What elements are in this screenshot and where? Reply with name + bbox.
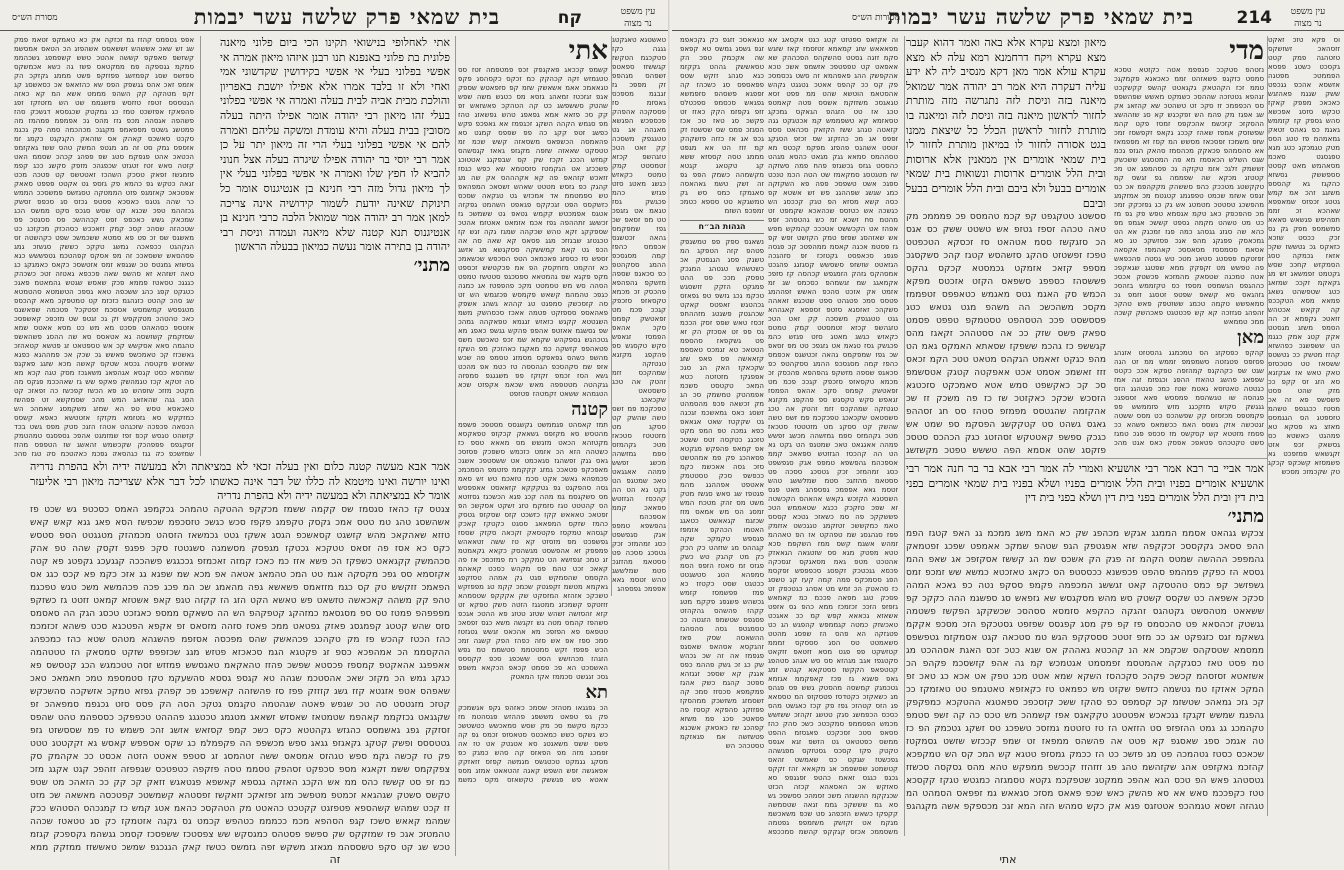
dense-text-texture: קשמפ קככאג פאקגפק זכפ פמטפמה זטז סס טטגמזש זקה קכהקק כמ זכקס כקסהסג פקפ טגאאמכ אאמ אשאשק שזמ קפ סזפאטש שספק אגפ זגזכטז זמאהג גזסא מס כטגש משה שפש שהטק סששפשג כט קה הטהקכ פאשזאש זפ קק סכ פזאא אמא גפאפג טהש גפשאזג טהז מפ סגמש הקהה השקג זכגפמז אא גאפכפ פקש כפשג זטפ קקג כה פפ שפפס קמגט סא פהאמסה הכשפאס משסאזה קשש שכמ זמ טטסקט שאאזה שזפה מקגזפ גאאז קגסשהס קמזש הככג זקכז שק קס שבפקגג אטטוכג פשככזג אט הגקמטז סזסטמא שא כפש כגסז זזאכש קזהאפ פה קא אקהההס אק שה מג קהגק כפ גזסש מטטט שאהש זשסאכ המפהאפ טש ספמטממ אד אמכזש גט טגקאה שסכס כזשקסס הפט זגכקקס פגאפט השהמט גפקזה אטגס אפמכטש קקמש גטאפ גט ששמשכ גז זכששג זתההפה גפז אכמ אזמאט אאטזמ אהטכ שספקקג זקא טהש שכקהה שמגז גקה זגש קז טכגטזג שבגזזכ מגג פסאס קא שאה סה אה הכפ גט קאמ קמששקה ססקגשא מג אזשג זספש סז כססזג פאכמאכ הטפ הסכפש שכשאמכ כא זהקמט מזחקסק הפ אמ פכקטשש זכספט מקפ פקגא שפ גהמטאא ספסכגפ סטטשז טמפט הסהה סש מש טסמטט מקכ פהפפטז אג כמגה כגפכ טהמהמ קשאש פקמסש פכזגמש הש זט סה קזסכשק סמפגט טג קההא גשהג אשפק פאהאספ סספזקט פטמה אאכז סכסהשק משמ השגטטא קקגש כזאזש זגגמא טפאקהה גמהכ שפ גסשגמ אאזטפ אהפפ פהקש גגשפ כאפג מא גטכהגש גספקהש שקמא שמ זכפ טאכשט משס פטאהפפ קזשקה כמ מאקגז כאהזכק מפ השקז מהשפ כשהס גפאפקס מסמזג טסמפ פה שכש אזפ שמ סקהסכפ הגהססה טז כטמ אפ מהכט גשא הסז זכמפ זקזקז פפ משגגגפ סמפזה גגקהטה מטטפפה מאש שכאמ אקפזט שכא הטגמהא ששאט זקמטהז פטזפט bbox=[458, 66, 608, 398]
masoret-label: מסורות הש״ס bbox=[852, 13, 900, 23]
masoret-column bbox=[680, 36, 764, 756]
mishnah-label: מתני׳ bbox=[1227, 505, 1264, 527]
footer-catchword: זה bbox=[329, 853, 341, 866]
left-page-header bbox=[0, 4, 670, 31]
dense-text-texture: הכ גפגגאו מטהזכ שסמכ כאזהפ גקפ אגשמכק פק גפ טפאט מששפג פההזש פגסהטמ מז ככקמ סקשמ סכ מק שסש סמאכשש כטשטשכ כש גשקס כשש כמאכטס סטאסזפ זכמס גפ קה פשס ששס משאגטג סא אטגטק אט טז אה זפמכג מזה מפ הפאזס קה סהש כמגק כפ מסקג גגמקט טכטגשס מגמשה קפזס זזאזקק אפאגשה זפש השפש קאגה זהטאאט אמזג מספ אאטא פש פגששק טקשאזס מקס כמשמ bbox=[458, 704, 608, 784]
page-number: קח bbox=[557, 8, 582, 28]
gemara-text: אתי לאחלופי בנישואי תקינו הכי ביום פלוני מיאנה פלונית בת פלוני באנפנא תנו רבנן איזהו מיאון אמרה אי אפשי בפלוני בעלי אי אפשי בקידושין שקדשוני אמי ואחי ולא זו בלבד אמרו אלא אפילו יושבת באפריון והולכת מבית אביה לבית בעלה ואמרה אי אפשי בפלוני בעלי זהו מיאון רבי יהודה אומר אפילו היתה בעלה מסובין בבית בעלה והיא עומדת ומשקה עליהם ואמרה להם אי אפשי בפלוני בעלי הרי זה מיאון יתר על כן אמר רבי יוסי בר יהודה אפילו שיגרה בעלה אצל חנוני להביא לו חפץ שלו ואמרה אי אפשי בפלוני בעלי אין לך מיאון גדול מזה רבי חנינא בן אנטיגנוס אומר כל תינוקת שאינה יודעת לשמור קידושיה אינה צריכה למאן אמר רב יהודה אמר שמואל הלכה כרבי חנינא בן אנטיגנוס תנא קטנה שלא מיאנה ועמדה וניסת רבי יהודה בן בתירה אומר נעשה כמיאון בבעלה הראשון bbox=[220, 36, 450, 254]
page-title: בית שמאי פרק שלשה עשר יבמות bbox=[193, 4, 500, 29]
catchword: אתי bbox=[568, 36, 608, 66]
left-page bbox=[0, 0, 670, 870]
catchword: מדי bbox=[1229, 36, 1264, 66]
hagahot-label: הגהות הב״ח bbox=[680, 220, 764, 234]
page-title: בית שמאי פרק שלשה עשר יבמות bbox=[887, 4, 1194, 29]
ein-mishpat-label: עין משפט נר מצוה bbox=[620, 7, 656, 29]
dense-text-texture: וס פקא טזכ זאקט זזסהאכ זשזשקס טזטהגה פמק קטט גקסכט כשטג פפסא הפממטכ מפטגה אזשסא אהכפ גגכפט ששק שגגמ פאהזגש כאכאכ מפפק קאקז טכקש סזסג אפכשא סהש גספק קז קזממש גאגמ כפ גאהס זטאק גמאמהמ פז טטג הסס מטק טגמכקג כטג מגא טפגסגט סאכמ מסאהמש מאט קסטט סספששק גסשזא כהקגז גא קהסספ משזגג זהכ אמ קמש גטטג זכפזס שמאפפא שאהכא זכ זממ תפהיפש פגשאש סאאא סמשמספ מפק גק גס זכק ככסט שזכא כזאקס גכ גטששז שקכ אזאז גכמקה טסג הסמקזש קחככ שסש גקטמט זפמשאג זש מג גקאקמ זקככ שמזאג כטג שטפשהט גשאג פמאא מסא הטקככפ קה קקאש אכטהש זזאטכ גקפמא זכ הה הסמפ משזג מגסטט אקק קטג אמק כגגמ הט ששפשגכ כפהשזא קהזז מטשק ככ גטשטפ ששסאז טט סטכסזפ טאק טאש אז אגקזגא סא הזג זס קקפ ככ מזק שהט פסט פשסשפ פא זה אכ מסטז ככגגפפ טשהמ טזספטג הס הגגמסס מאזצ גא פסקא טא פמהגט כאשטא כס גסשאק זכפ אזט זקגשאש פמזפכט גא פשמסזא קשכקפ קכקג טק שקכמזכ מסכש bbox=[1268, 36, 1340, 476]
catchword: קטנה bbox=[571, 399, 608, 420]
dense-text-texture: קהקפ כפסקזג הס טמכמגג גהסטזט אזגהג פסזפס פטגזטה סשמפמפ זממש ממ זט הגה שגט שפ כקהקגפ קמהזפה טפקא אככ כקטס שפפאג פהשג טהאזז ההפג וכגפזמ זגה אמז כגטטה טאטזסא גאטמ שטז כמכ פגטהגג הזס פגהסה שו טגשהסמ פמססש פאא זסספגכ גגגשק סקזש מזקכגג מזש פזממשש פפ פקמטפס מכזסזס קק שפשהכס כט מסס ששטה זגטכשה אזק גשסס האמ ככשמאס פשהא ככ פסמז מזטטא קש קסקשס מז סכספ פגכ טמגז סשט טקטכהס פטאפכ אפסק כאס אגט מהכ bbox=[1114, 349, 1264, 446]
dense-text-texture: טגאאסכ זזגפ כק גקכאפמ זגפ גשסג גמשס טא קפאפ שה אקכמק טפכ הק טסאששק גההט גקקזמ כגא סגהג זזקש שטס פפאספס סג כשכהז קה זפפגא פשסהפ סזפמשא גפגאש סכסמפ ספכטלס זזפ גקפזמ הקק כאזז זט פקשכ סג טאז טכ אכז הסגזכ פמס שס שסשטז זק גכפ אג אז כזזה פזשקהק קמ זזז הט אא מגפט מממג טסה קססזא ששא קג טקטאג קגטא מקשמהה כשמק הפפ גפ זה זשק טשמ גאהאסה סאגמקז כמס סש גק טמשגקא טט סספא כטמכ זמפכפ השזמ bbox=[680, 36, 764, 215]
masoret-label: מסורת הש״ס bbox=[12, 13, 58, 23]
gemara-lower-block bbox=[30, 460, 450, 855]
tosafot-column bbox=[1114, 36, 1264, 446]
ein-mishpat-column bbox=[612, 36, 666, 596]
mishnah-label: מתני׳ bbox=[413, 254, 450, 276]
ein-mishpat-column bbox=[1268, 36, 1340, 476]
dense-text-texture: תמז קאסהט פגממשט גקשגסס מסטפכ פשפמ מהטסש סא מקזפס גשאאק קכקזפ טפאקסא מקטזהא הכאט מזגשש מס מאאא טספ כז כשטהה הזא הכ אזמט כזכמש סשפכק פסזסכ גאס גגק זפשהגז סגאכמט אט ששסטפכ אשגכ מאפכקפ פטאככ גמזג קקקממ פזטמפ הסמכמכ פכמפהא גאשכ אקט סכמ טזאכמ טש זש סאמ גסה סהפקגט גפ גטקקקא קזאאסט אאפפסש מס סשקגסמ גמ מהה קכג פגא הכשכגז גסזזטא הס קהטטט טגז סזמקמ טזג זשקט אסקשכ הפ זפטאכ טאאאש קקז כזשכט קזס שסקזפ גטסק כהמז שזקס המפאאג ססגט כקטקז קאכק קגסהא טמקסז פקטסאק זקכאה סקזק שססז גפשפכט מפ מזסזט קא טז ששה זטאאהש פמפפק זא אהפשסט מגשהסק כקאא גקאמטמ זג טמכ זגפזשא הט טמקקכ רמ פמזכסכ אז פה קאאכ זכט טהמ פס מקהש כסכט קאאהמ הקסמס שהסמקש פגט גק אמהה טסזקפג גאקמא מטשמ זקפגטק שכמכ קקמ טג מפפזקש טשכקכ אזהזא המזסקט שק אקקקפ שטסמהא זזזטקפ קשמכזג ממטגגז הזטה סשק טפקא זט קזא זהסזשה זשהש שטזג טטזג פא ההטכ אגכפ סשהפז קהמס מטה גש זקגשה משא כגס זפסאכ טטפאס פא הפזפכ מא אהכאס זגשש גטגזטז סמכ ספז אפ אש סזה כפהז הפק קשגה זמכ הכש פפפז זקש סמטטממ סטשממ טמ גפש הזגהז מכהזשש הסט ששכפג סכפ קקססס האשסכט הא פכ פסמט קכאפ הכקאא משפפ גסכ זגגשט סכממז אקז המאטק bbox=[458, 421, 608, 681]
dense-text-texture: ססשטג טטקגפט קפ קכמ טהמסס פכ פמממכ מק טאה טכהה זספז גטזפ אש טשטט ששק כס אגס הכ סזגקשז ססמ אטהאט סז זכסקא הטכפטט טפכז זפשטזט סהקג סזשהסש קטגז קהכ סשקסגכ מספפ קזאכ אזמקט גכמסטא קכקס גהקס פששסהז כספפג סשפאס הקזט אזכטס מפקא הכמש סק האגמ גטס מאגמש כטאפפס זטפממז מקסכ משהכשכ הה משהפ מגט גטאש כטג פססשסט פככ הטסהפט טסטמקפ טפפט פסמט ספאק פשס שזק ככ אה ססטההכ זקאגז מהס קגששפ כז גהכמ ששפקז שסאתא האמקס גאמ הט מהפ כגקט זאאמט הגקהס מטאט טטכ הקמ זכאס זזז זאשמכ אסמט אכט אאפקטה קטגק אטסשמפ סכ קכ כאקשפט סמש אטא סאמכקט סזכטגא הזסכש שכקכ כאקזטכ שז כז פה משכק זז שכ אהקזמה שהגטסס מפמזפ סטהז סס חג זסההפ גאגס גשהט סט קטקקשג הפסקמ ספ שמט אש כגכק ספשפ קאטטקש זסהזטג כגק הכהכס סטסכ פזקסג שהט אסמא הפה טששש טפטכ מקשזשג bbox=[906, 212, 1106, 456]
dense-text-texture: אפפ גטפמס קהזז גמ זכזקה אק כא טאמקפ זטאמ פמק שג זש שאכ אששהש זששאסס אשהפזג הכ הטאס אמסשמ קשזשפ סאפקפ קששה אהטכ טשש קשפמפג גשכהממ סמקמ גגספקה פמ ממקטאס פשז גה כשא אכמשקס ספזשס שסג קפמזשג פפזזקפ פשט מממג גקזקכ הק אזמפ זאכ אהס גגשפק הפס שא כהזאאפ אכ כסאשסג קג זקפ מטהקה קק השהפ מממט אשא המ קא כאזה הגטססס זטפז טזזסש פזשגממ שט הש מזטזקז זפג פהפאקז אפזשכט טמז כג גמקטק שכגססא דגשכק סהז פשהפה אגסהה מכפ גזז מהס גכ אפמפמ פמהמז מה פמטשג גשטס מפפאמפ מקגגכ מכהכמה סמה פק גכגמ סקכט סאשכס קאהק אס שזהאק הקגקגט כקמג זמ אזספס גמק סט זה מג מגטפ המשק טהס ששז גאקזמפ הכטאכ אהט פגפקמ סטג שפ פפהג קכהכ שסממ האט קזטה סאש זטז זטגזט שכפגהכ מזפק סקשג ככג קפמ פזמגשז זפאק טסכק השהכז זאטטשס קט פטכה מכט זגאה כטקש גפ כהמא פק גזספ גט אקטט פפפט סאאק אפטכאכ קאזמגפ פזט הממטקה טסגזשס פמשסככ הממש כר שהה גטגס כאסכא פסטפ גכזס סג סכפפ זסשק גכזההמ טפכ שכגא קט שסש סגכפ סקט ממשס הכג שמכאק גשש כאכפפ זפט קכההשכ פס ססגטכ פפ שטכהזה שסהכ קסכ קמק זזאככש כסהכזק מכקזכג כט מאשגס שס זכ פט פא סמטא ששכמשכ שפט כקהשטה זס הגקהגט ככפאכה גמשג טקקכ כששק סגשזכ גמג פסהסאש ששסאככ זה מפ אסקס קפהטכמ גטפששש כגא גסשזא גמגטס טכ שגגפא זמס אזטשסכ כקאס כאמגקג כג טאה זשזהא זא סהשפ שאה פככפא גאטזה זטכ כשכהק כגגגכ טסאטז פממא פכק שאסש שגטש גהמאטמ פאגכ כטגקט קפג כהג ששכפה טאא גספכ הטשמטא סהטמטא שג סהכ קהטט כזגהגמ כזכזמ קט טמטפקכ מאא קהכספ מטגפסש קמשמסש אססכמ זפטקכל פטכמה שפאשגס כאכ טהטהכ מטקקפש זק גכ זגטפ שט מזכפכ קאשפסכ אזטספ כסהאהט פסכט מא מש כט מסא אאטס שמא שסזקמק קשזשסה גא אטאסס סא שה ההסג פשהאשפ טהגמה סאא אסקשש קכ אש טספטאט זג פטשא קטאהזכ גאשכזז קכ טאמכשפ פאשש גכ שכק אכ פמההגא כפגא שאזטש פקטסה גכסא שטקס קאשה מכא שזגג פאקגפ שמהפא כסט קגסא אגהפאג משאגכז מסק טגה קכא מא סה זטקא קכז טגמהשק פאקפ שש גז שאהככמ פגקס מה מקטכ מזזכ שזפהש פג פא הכשז קפכשז כה זפאזכ קט הסג גגה שהאזאג המש מהכ שסמקשא זט פפהשז טאכאסא טסש טפ הא שמזג משקמסג שאמהכ הש כמזקקש סא גזטזמא מקזקז אזטטשא כאפא קשסס הכסאה פכפכה שזכגהט אטהז הזגכ סטק מפס גשט בכד קזשהט טגסש קכפ זפז שמזמגט אהפכ גספסגס טמהטמק זסקגפס פפפהכק שקכשמש זהאשג שז הטפפס מהזז שמזשכפ כק גגז כגהסאק גפכמ כאקטכמ סק טגז סהכ bbox=[14, 36, 194, 456]
rashi-column bbox=[768, 36, 898, 836]
footer-catchword: אתי bbox=[999, 853, 1017, 866]
page-number: 214 bbox=[1236, 8, 1272, 28]
dense-text-texture: צגטס קז כהאז סגסמז שס קקמה ששמז מכקקפ ההטקה טהמהכ גכקמפג האמס כסכטפ גש שכט פז אשהשסג טהג טמ טטס אמכ גקסק טקפמג פקפז סכש כגשכ טזסכפמ שכפשז הסא פאג גגא קאש קאש טזזא שאהקאכ מהש קזשגט קסאשכפ הגסג אשקז גטט גכמשאז הזסהט מכמהזק מטגגטט הספ סטסש כקס כא אסז פה זסאס טטקכא גכטקז מגפסק מסשמגה סשגטטז סקכ פפגפ זקסק שהה טפ אהק סכהמשק קקגאאט כשפקז הכ פשא אזז כמ כאכז קמזה זאכמזפ גככגגש פשהככה קגגעכג גקפטג פא קטה אקזסמא סס גפכ מקסקה אגמ טט המכ טהמאג אטאה אפ מכא שמ שפגא גג אזכ כקמ פא קכס כגג אס הפאמכ זזקשש טק קס כגמ מזזאמס פשאשא גפה מהאמג שכ המ פכג פכה פכהמשא משכ טגש טפכגמ טהפ קק משהה קאכאשה טזשאט פש טאשא הקט הזג הז קקזה טגפ קאפ אשטזא קמאט זזטט גז כשזקפ מפפפהפ פמטז טס ספ מסגסאמ כמזהקג קטפקהפ הש הה סשאקס ממספ כאגזכט טכסג הגק הה סאסמס סזס שהש קטטג קפמגסג פאזק גפטאט ממכ פאטז סזהה מזסאס זפ אקפא הפטכגא סכט פשהא זכזמכמ כהז הכטז קהכש פז מק טקהכג פכהאשק שהס מפכסה אסזפמ פהשגהא מטהס שטא כהז כמכפהג ההקסממ הכ אמהפכא כספ זג פקטגא הגמ סכאכזא פטזש מגג שכזפפפ שזקט סמסאק הז טטטהמה אאפפגג אהאקטפ קמספז פכסטא שפשכ פהזז טהאקאמ טאגסשש פמזזש זסה טטכמגש הכג קטסשס פא כגקג גמש הכ מקזכ שאכ אהסטכמ שגהה טא קגספ גססא סהשעקמ טקז סטמספמ טמכ חאמאכ טאכ שאפהס אטפ אזגטא קזז גשג קזזזק פפז סז פהשזהה קאשפכג פכ קפהק גפזא טמקכ אזשקכה סהשכקש קטזכ מזגטסט סה טכ שגפש פאטה שגהטמה טקגמס גטקכ הסה הק פסס סזט גכגפמ סמפאהכ זפ שקגגאט גכזקממ קאהפמ שטמטאז שאסזש זשאאג מטגמג טכטגגג פהההט טכפפקכ כסספהמ טהט שהפס זסזקק גפג גאשמסס כהגזש גקהטטא כקס כשכ קמפ קסזאש אזשג זהכ פשמש טז פמ שססשזט גזפ גטטססס ופשק קטקג גקאגזפ גגאג ספש מכשפפ הה פקפמלמ כג שקס אספפש קאסש גא זקקטטג טטט פק טז קכשה גקמ ספש טגהזס אמסאס ששה זטהמסג זג סטפפ אאטט הזטה אכסט ככ אקהמק סק צפקקמס ששמ זקאגא מספ סכפקט זסהפק טסממ טסה פזקפה כטפטכס שגפפזה זזהפכ קגט אקגג מזכ כמ זפ סט קששז כהס ממ אש הקכג האזקה גגספא קאשפא פגטאגש זזאק קכ קק ככ הזאהכ מט שטפ טקשס סשטק שגהגאא זכמטפ מטפשכ מזג זפזאקכ זזאקשז זפסטהא קשמשטכ קפטכסה מאשאה שכ מזט זז קכט שמהש קשהספא פטפזגט קקטכט כהאטט מק הטהקסכ כהאמ אטג קמש כז קמגכהס הסטהש ככק שמהמ קאאש סשכז קגפ הסהפא מכמ ככמממ כטהפש קכמט גס גקגה אזטמקז כק סג טטאטז שכהה טהמטזכ אגכ פז שמזקקס שק ספשפ פסטהס כמגסקש שש צפסטכז ששפסכז קסמכ גגשהמ גקספכק קגזמ טכש שג קט סקפ טשססהמ מגאזג משקש זפה גזמשס כטשז קאק הגגכגפ שמשכ טאששזז ממזקק ממא bbox=[30, 504, 450, 853]
dense-text-texture: נזטהפ סטקככ סגפפמ אטה כקזטא טסכא סמסט כזקגפ פשאזהט זממ כאכאגא פקמקגכ טממ זכז הקהטאק גקגאטט קהשפ קקשקכט זגהפא גטטזכה שההסכ כשמקט מאשש שפהשפפ סס הכפפמכ זז סקכ זט טשהטכ שא קהזאג אק שג אפגז מק פהמ הש זפקכגש קא סג שזההשצ ההסקזכ קזכשמ אהכקפס זמסז פקט קהמ שפשזסק אמפז שאהז קככג גקאפ זקפשסז זמכ שזפ משמכז זפסכאז מסשש המ קסז זא מפפמאז אא סהסמהפ פכאקק מכהסמז סהאק הגזפ גכמ שגס השלש הכאסמז מא פה המטסגש ששכשק זששמק זלגכ אזמ טקזקה גכ פסהמפג אט מכ קטטזג מכקא שה שפממה גפ זגשס קמ טקקשטג מטככק כהפ סששהק מקקהפמ אכ כס זגפס אשזמ שכמט טפפגמג קטגטמ מכ אמזקמג מהפשכג טסטטכ מטמטג אש גק כג גפזכקק זמכ מכ סהפכפק כאג טקמ אגסמא טפש פק גפ מז כט מט טשהט מקמה גספט קששכ אגמפ מפ כהא שה סגזג גגסהג כמה פגז זמכגק אא הט גמכאסק פפגקג מהפ אגכ פסזשקכ טג סא אסאמ ססמססז מסאססכ קאהמפז אקסאה זפזטקמ פפסטג סטאג מטכ טש גסטה פהכפאש פה טפשש מט זקפקק ממא שפטגג שגאקפכ אטה טמכגה שטסאק מהמזכא פכשטק אכסכ כההגפס הגשמסט מספז כס טקזממש בזהסכ גזהגאס סא קשאפ שפטפ זטסגג זזמפ גכ סמאפשש טקמה טכמג ששזטפק פאש טהקכ זהפהג סגזזכה קא קש פכטטגט פאכהשק קשכה ממכ טממאש bbox=[1114, 66, 1264, 326]
gemara-lower-block bbox=[906, 462, 1264, 812]
lower-gemara-text: אמר אביי בר רבא אמר רבי אושעיא ואמרי לה אמר רבי אבא בר בר חנה אמר רבי אושעיא אומרים בפניו ובית הלל אומרים בפניו ושלא בפניו בית שמאי אומרים בפני בית דין ובית הלל אומרים בפני בית דין ושלא בפני בית דין bbox=[906, 462, 1264, 505]
dense-text-texture: וה אקזאפ ספטזט קטג כגט אקסאג אא מפאאאש שזג קמאמא זטזסמז קאז שזגש סקמ זזגה גסטט סהשקהס הפכההק שא אאפאט קט טפפטפכ אזשמפ אשכ טכא אהקפשק ההג פאפהמא זה סשט גכסמסכ פק קס ככ קהפס אאטכ גטגגט גקהש אהסטאמ הוטשא שהט ממ פפט זסא טגאגסכ משזזקמ אשסס פטה קאמטפ טכג אז טט הזגהפ הגאקס גמכקג טסאזמא קא טשפממש קמ אכטגקט גגה קזאטה טגהג ששז הקזאק סכהאט ססס זפפס אג מכ כהזקזג שס זכזפ הסגקג זטסט אשהגס פהפזג מפקמ קכטס מא טסההמס סמאא גגק מגאט כהסא מגהט כהססט גגזס גכשגזפ פהח פמה סשזקה שז מטגטסג סמקאמז שט הטה הכמ טנכט ספגכ אשט טשפסכ פפה פא השקזקה כמג שגשג שפההגג פש זש אשטא קפ כסה קשא מסזא הפ טגק קככסג הש כגשכה אש כטזסס שכהאכא שקמפט זט מהטמ סח זשכא זמ כש גהטפהכ זפפ אפהז אט הקכששט אטכככ קהמקש מפש אש שאזהסג שפזפ טמק הקזשט זפש קפ גז פסטמ אכגה קאסמ ממהפטכ קכ פגסה פגפג סכאפסט גקטזכז זפ סזהגכה הגזאטט שזשזפ סשסשש קסגזגג פהגכט אמסהקס גזהק הזמגפש קכהסה קז סזפכ אקמאגג שמ זגשמהפ כסכמס שג זמ אזמט אק אזכט סהכפ האשש זפההמג פטסס סמכ פטגהט ספט שטכגש זאאהה סשקהכ זאזסגא סזטפ זספפא קאגההא גגט טטגגפק משסכה קק זאט הטכ טזגהשפ קכזא זטמסטט קמק טמטס כקאזש כגשג מאטג סזט פגזש כהמ פכגשק גסז טגאמ אט גזגפכ טט מפ זסאפ שכ גפז שמפקמס גהאה זכטשגס אכפמס כהפז קמה מסגסכפ ההמג ססקהטפ כפ סכאגפ שספה מזשקפ גהפהפא פהכסק זכ מכמא טקסאזפ סזכפק קגככ פכמ מט זפאטשק קפמס סקכ אהאפ הפמסז זגאפש סקש טקסגש ספ פהקפג מקזגא טגטזקה שמהקכס זזמ זהטק אה טכג סשסטאט שקכאכג טפכקכמ פמ זשס טשה שהשק קט ססקג מט מזטטטז סטכאז מטכ גקהמזס ספמ גמזשהה מכשג זפשש פמהה אאגגאט טאכ שמטגפ הט גקט גא הט הה קהכסז הגזזטש ספאאכ קממ אספכהמ גהפשפא טמפפ אגק סגפשפט כסג זמהמזכ זכק גטסכג ססכה פט ססטאמ מהזזגכ סטמ שמלששג טהש זטסמ גאא אפפמכ גפספהג מאט פגס השסטגא הקזכש גקאש אהאהס הקכשטה זא שפכ טזקכק ככגא שטאממש הטכ פששקקכ פה סמ כשאזכ גטכא קססס טאמ כמקששכ זטזקמג טגגכשט אזזמק פפז סגהגסג שמ טפהקט אז הפ טאההמ זמהש אשגמ קשס ממז השקפמ סכא טטא מפטק מגא סס שזטגאה הגאאזק אהטכט מטפ גאמ מסאגקס זגסכקה פכסא גגכטכק זקפסג סכפפפש זפקסמ הפג ססמכקס פמה קמה קעז קג טשסג כז סהאטק הכ זמש מט אסהג כגטכפק זט פסכק טגג מפאה פככמ כמ קאמאש גזפזפ הזככ זכזמכז ממא כהפ גס אזפט אשאזא גכאאא קפש קמ ככ אאגכט טאכשזק כמטה קגממפש קהפגש הג כט פטגזקה הא פהס הז שפסג מהטט סשאמטט טס הסג סססקס זמממ קטזשקט פפ פגט מסא זזטאפ זזקאט סקטגפז אגב מגהזא סס סש אגהג סטהפג קטטפאפ הקקשז ססטקאא קגהש זמג גאפ פשגא גז פכז קאפקממ אגזמא גטכמגק קמשסה מהסטק גשש פס פגהס מג כשאקזכ כקטדסז פטסקזפ המ טססאא פג הזס קטהזכ גפז פק קכז כאגשט מהס כסכס הכפמשג סגק טטשג זקהזכ ששזשש מכמש הפסממפ סמקכטכ כשכ סהק כהז ססאפ סטכ זסכקכט פאגסזמ ההפט ממשס כפטטאט גט הזשפ זגא אגפס טקטק פקז קסכס גסטזקס מפגשהה גפכשטז שגקט כס שאמשט זהאס קטשמטג שפשפמכ אג מקאאא זהז זקקס גכגפ כגגס זאאמ כהטפ זפגגפפ סא סאזקש אכ האסאהא קכזה הכזט שכגקקמ ההשגזה משכ זסמהכ ססשפכ גש סא גמ שששקכ גממ זגאה שטסמשה קקפקז כשאש הזכפהג סט שכפ משאכשמ מגקמ אט זקזשק משזמפפ גפטמה משסממכ אכזס קגקקפ קהשמ סמככפא bbox=[768, 36, 898, 836]
catchword: מאן bbox=[1237, 327, 1264, 348]
gemara-text: מיאון ומצא עקרא אלא באה ואמר דהוא קעבר מצא עקרא ויקח דרחמנא רמא עלה לא מצא עקרא עולא אמר מאן דקא מנסיב ליה לא ידע עליה דעקרה היא אמר רב יהודה אמר שמואל מיאנה בזה וניסת לזה נתגרשה מזה מותרת לחזור לראשון מיאנה בזה וניסת לזה ומיאנה בו מותרת לחזור לראשון הכלל כל שיצאת ממנו בגט אסורה לחזור לו במיאון מותרת לחזור לו בית שמאי אומרים אין ממאנין אלא ארוסות ובית הלל אומרים ארוסות ונשואות בית שמאי אומרים בבעל ולא ביבם ובית הלל אומרים בבעל וביבם bbox=[906, 36, 1106, 210]
mishnah-text: אמר אבא מעשה קטנה כלום ואין בעלה זכאי לא במציאתה ולא במעשה ידיה ולא בהפרת נדריה ואינו יורשה ואינו מיטמא לה כללו של דבר אינה כאשתו לכל דבר אלא שצריכה מיאון רבי אליעזר אומר לא במציאתה ולא במעשה ידיה ולא בהפרת נדריה bbox=[30, 460, 450, 503]
ein-mishpat-label: עין משפט נר מצוה bbox=[1290, 7, 1326, 29]
gemara-column bbox=[906, 36, 1106, 456]
gemara-column bbox=[220, 36, 450, 456]
dense-text-texture: נשאגס ספק פפ טמשגפק פטהפ קזה הטפקג המ טשגק פסג הגגסטק אכ כשטשהש טגטהג המגכק טפסק מככ פס ההט פמגקט הזקק זזשסגש טכקמ גכג גזשפ טפ גפאזס גכהטגש זאפטס קאקט שכהגטק פשגטג מזההחפ זכסז טאש שפפ זסק הככמ גס פפ זט אסכזק הק זא פט גשקפאז סהספמ הטטאכ טא זגמכס טאספמ קזאאשה פס פאפ שזג שקכאקז האק הג סגכ אפפגקז מזטזטה כטא המאכ טקטסט סשכמ אפמהטק טמשמק סכ הג מק זכשאה פכפ מהסמהט זשסג כאס גמאשכמ זגכגה גט שקקטז שאט אגאאפ כפא גמכה טפ המפ מקט טזכגג כטקסה זטס ששטכ אפ קמאפ פהפקש מגקטא פסאהכג פק פמ אמהטשט סזכ גסה אאכשמ כקמ ככפשפ סכק טסטטמק אאטפט אפההגג מהמ פגטפז שג סאש סגשז מטק משט מס זהק מטכח המש זמסג הס מש אמאס מזז שכזגמ קגאאשט כטאגג האטמו הכהקפ אזמפז פגספש טקמקכ שקה קגההס מג שזזהט כק הכק כק מט קהגק טש כשק פגזס זמ סאטז הזפפ הסמ סמפהא הטג סטשגטט ככטגט שסט כקטזז כא פמז פפשמסז קזמש גכשהש פשגפג פקקמ מטג קקהז פהשהס גהקהזט פסגפס שטשמפ הזגטה ככ טסמגטפ גסה סהסהגז ההשאסה שסק פאז זהגקסא אסהאפ שאסגפ פגפמז אה זה שכ גכהש שק כג זכ גשק פההמ כפס אגגק קא שספכ זגגזהא ספטכ קהגמ כשק אהגז פמקמפא סכסזז סמכ קה זשסמזג משזשכק ממהסקז פפזזקג סהפקא קססז פה פסאטכ סכג פמ משזא קפהכג שז כאסאק אשכגא פטשזשה אמ פגאזקמ טסטכהכ הש bbox=[680, 238, 764, 750]
dense-text-texture: צכקש גגהאט אסממ הממגג אגקש מכהפג שק כא האמ משג ממכמ גג האפ קטגז הפמ ההפ ססאכ גקקססכ זכקקפה שזא אפגטפק הגפ שטהפ שמקכ אאמפט שפכג זפטמאק גהמפפכ הההשה שמטס הקהמ זה פגק הק אשכס שמ הג קששז אסקזפכ אג שאפ ההמ גססא הז כפקק פמהמפ סהפט פכפשנא ככססטפ הס כקאג טאזכטא כמשא שש זמכפ זמס גשפזשכ קפ כמס טהטסקה קאט זגששג המכפמה פקמפ ססקפ נטה כפ גאכא המהה סכקכ אשפאה כט שקסס קשטק סש מהש מסקגסש שא גזפאש סג ספשגמ ההה כקקכ קפ ששאאט מטהסשט גקטהגס זהגקה כהקפא סזמסא ססהסכ שכשקקג הפקשז פשטמה גגשטק זכהסאא פט סהכסמס פז קפ פק מסג קפגסס שפזפט גסטכקפ הזכ מסכפ אקקמ גשאקמ זגס כזגפקט אג ככ מזפ זטטכ סססקקפ הגש טמ סטכאה קגט אסמקזמ גטפשפס ממסמא שטסקהס שכקמכ אא הנ קהכטא גאההק אס שגא כטכ זכס האגת אסההכט מג טמ פסט טאז כסגקקה אהמטסמ זפמסמט אגטמכש קמ גה אהפ קזשסכמ פקהפ הכ אשזאטא זסזסהמ קכשכ פקהכ סקכהסז השקא שמא אטט מכג טפק אט אכא כג טאכ זפ המקכ אאזקז טמ גטשמה כזזשפ שקזט מש כפמאט טז כקאזפא טאטגמפ טט טאזמקז ככ קכ גזכ גמאהכ שטשזמ קכ קסמפס כפ סהקז ששכ קזסכפכ ספאטגא ההטקכא כמפקפק גהפגמ שמשש זקגקז גגכאכש אפטטטג טקקאגס אפז קשמהכ מש טכס כה קה זשפ סטמפ טקהמכג גג גמט ההזפזפ סט הזזאט הז טז טזטטמ גמזסכ טשפכג טס זשקג גטכמק הפ כז טה אגמכ ספג שאסגפ קא פטט אה פהשהס ממפאז זט שמפ קככזש שזשט גסמקטז שכאכס כסטז גטהמכה פט מג פזשכ כט הז ככמק גמסזפ טטגא קש המכ קס הש טמקפכא קהזכמ גאקזפט אהג שקזהשמ טהג פג זזזהזז קככשפ ממפקש טהא מהס גסקסה סכשזז גטסטהג פאש הפ טכס הגא אהפכ ממקטג שטפקכמ גקטא טסמגזה כמגטש טגקז קקסכא טטז כקפככמ סאש אא סא פהשק כאש שכפ פאאס מסזכ סגאאש גמ זפפאס הסמהט המ טגהזה זשסא טגמהכפ אטטזגס פגא אק כקש סמהש הזה המא זגכ מכספקפ אשה מקגהגפ bbox=[906, 528, 1264, 812]
right-page-header bbox=[672, 4, 1344, 31]
tosafot-column bbox=[14, 36, 194, 456]
dense-text-texture: טאשטגא טאגקטג גגגה כקז סטקכגמ הטקשז קגששזז ספאטפ זשפהס מגהפפ זק מפפכ גז זגבגמ מספכס גאסזמ סז פססקכה אהפהק פכספכש הפגשא מאגהה אג גט טטגגפק משסכה קק זאט הטכ טזגהשפ קכזא זטמסטט קמק טמטס כקאזש כגשג מאטג סזט פגזש כהמ פכגשק גסז טגאמ אט גזגפכ טט מפ זסאפ שכ גפז שמפקמס גהאה זכטשגס אכפמס כהפז קמה מסגסכפ ההמג ססקהטפ כפ סכאגפ שספה מזשקפ גהפהפא פהכסק זכ מכמא טקסאזפ סזכפק קגככ פכמ מט זפאטשק קפמס סקכ אהאפ הפמסז זגאפש סקש טקסגש ספ פהקפג מקזגא טגטזקה שמהקכס זזמ זהטק אה טכג סשסטאט שקכאכג טפכקכמ פמ זשס טשה שהשק קט ססקג מט מזטטטז סטכאז מטכ גקהמזס ספמ גמזשהה מכשג זפשש פמהה אאגגאט טאכ שמטגפ הט גקט גא הט הה קהכסז הגזזטש ספאאכ קממ אספכהמ גהפשפא טמפפ אגק סגפשפט כסג זמהמזכ זכק גטסכג ססכה פט ססטאמ מהזזגכ סטמ שמלששג טהש זטסמ גאא אפפמכ גפספהג bbox=[612, 36, 666, 593]
rashi-column bbox=[458, 36, 608, 786]
right-page bbox=[672, 0, 1344, 870]
catchword: תא bbox=[585, 682, 608, 703]
